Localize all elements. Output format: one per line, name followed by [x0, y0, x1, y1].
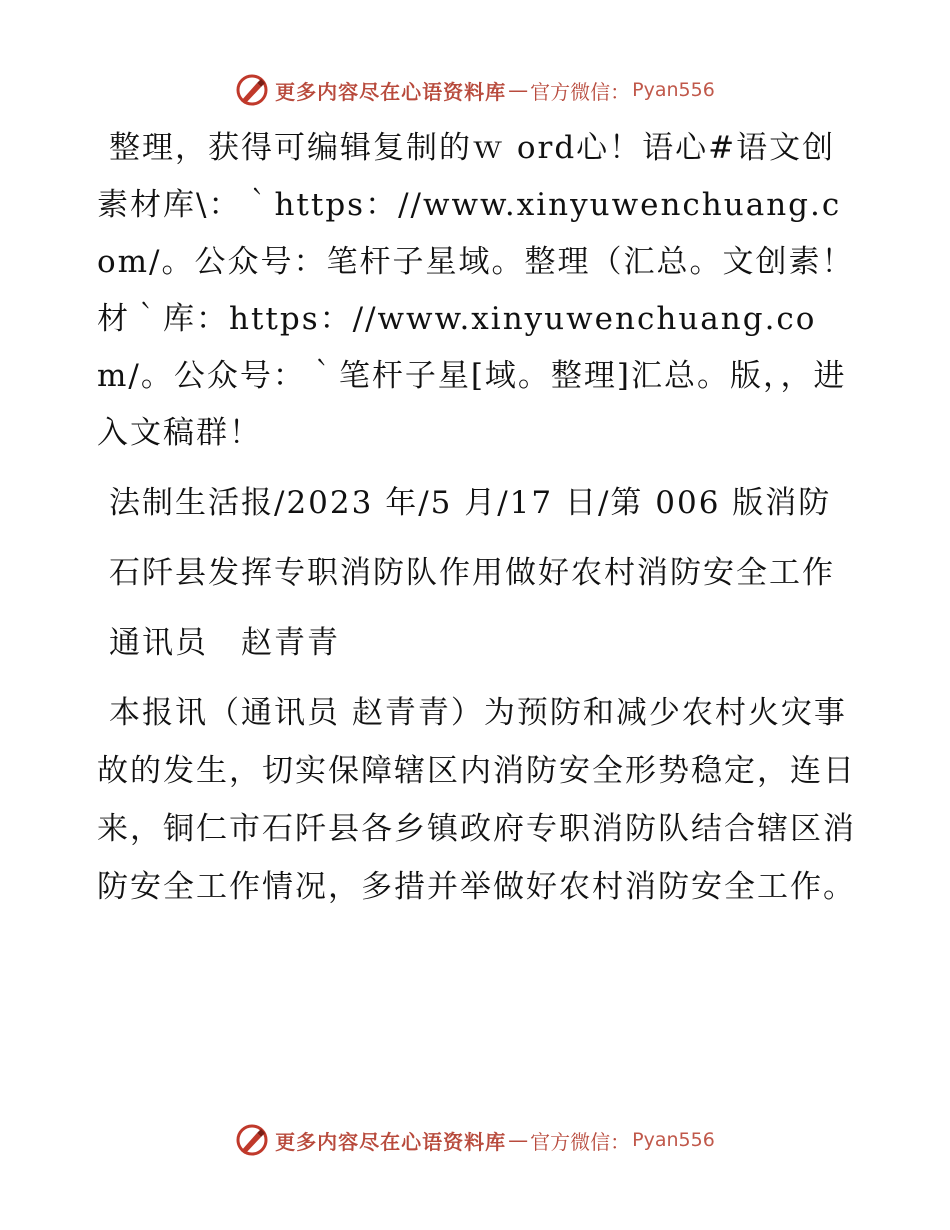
pen-logo-icon	[235, 73, 269, 107]
body-paragraph: 本报讯（通讯员 赵青青）为预防和减少农村火灾事故的发生，切实保障辖区内消防安全形势稳定，连日来，铜仁市石阡县各乡镇政府专职消防队结合辖区消防安全工作情况，多措并举做好农村消防安全工作。	[97, 695, 856, 905]
watermark-wechat-id: Pyan556	[632, 1129, 715, 1151]
watermark-separator: —	[508, 78, 529, 102]
watermark-separator: —	[508, 1128, 529, 1152]
watermark-label: 官方微信：	[530, 79, 631, 104]
watermark-text: 更多内容尽在心语资料库	[275, 79, 507, 104]
watermark-text: 更多内容尽在心语资料库	[275, 1129, 507, 1154]
document-body	[97, 120, 857, 916]
article-title: 石阡县发挥专职消防队作用做好农村消防安全工作	[109, 555, 835, 591]
footer-watermark	[0, 1120, 950, 1160]
watermark-label: 官方微信：	[530, 1129, 631, 1154]
intro-paragraph: 整理，获得可编辑复制的ｗ ord心！语心#语文创素材库\：｀https：//www.xinyuwenchuang.com/。公众号：笔杆子星域。整理（汇总。文创素！材｀库：https：//www.xinyuwenchuang.com/。公众号：｀笔杆子星[域。整理]汇总。版，，进入文稿群！	[97, 130, 855, 451]
byline: 通讯员 赵青青	[109, 625, 340, 661]
source-line: 法制生活报/2023 年/5 月/17 日/第 006 版消防	[109, 485, 832, 521]
pen-logo-icon	[235, 1123, 269, 1157]
header-watermark	[0, 70, 950, 110]
watermark-wechat-id: Pyan556	[632, 79, 715, 101]
